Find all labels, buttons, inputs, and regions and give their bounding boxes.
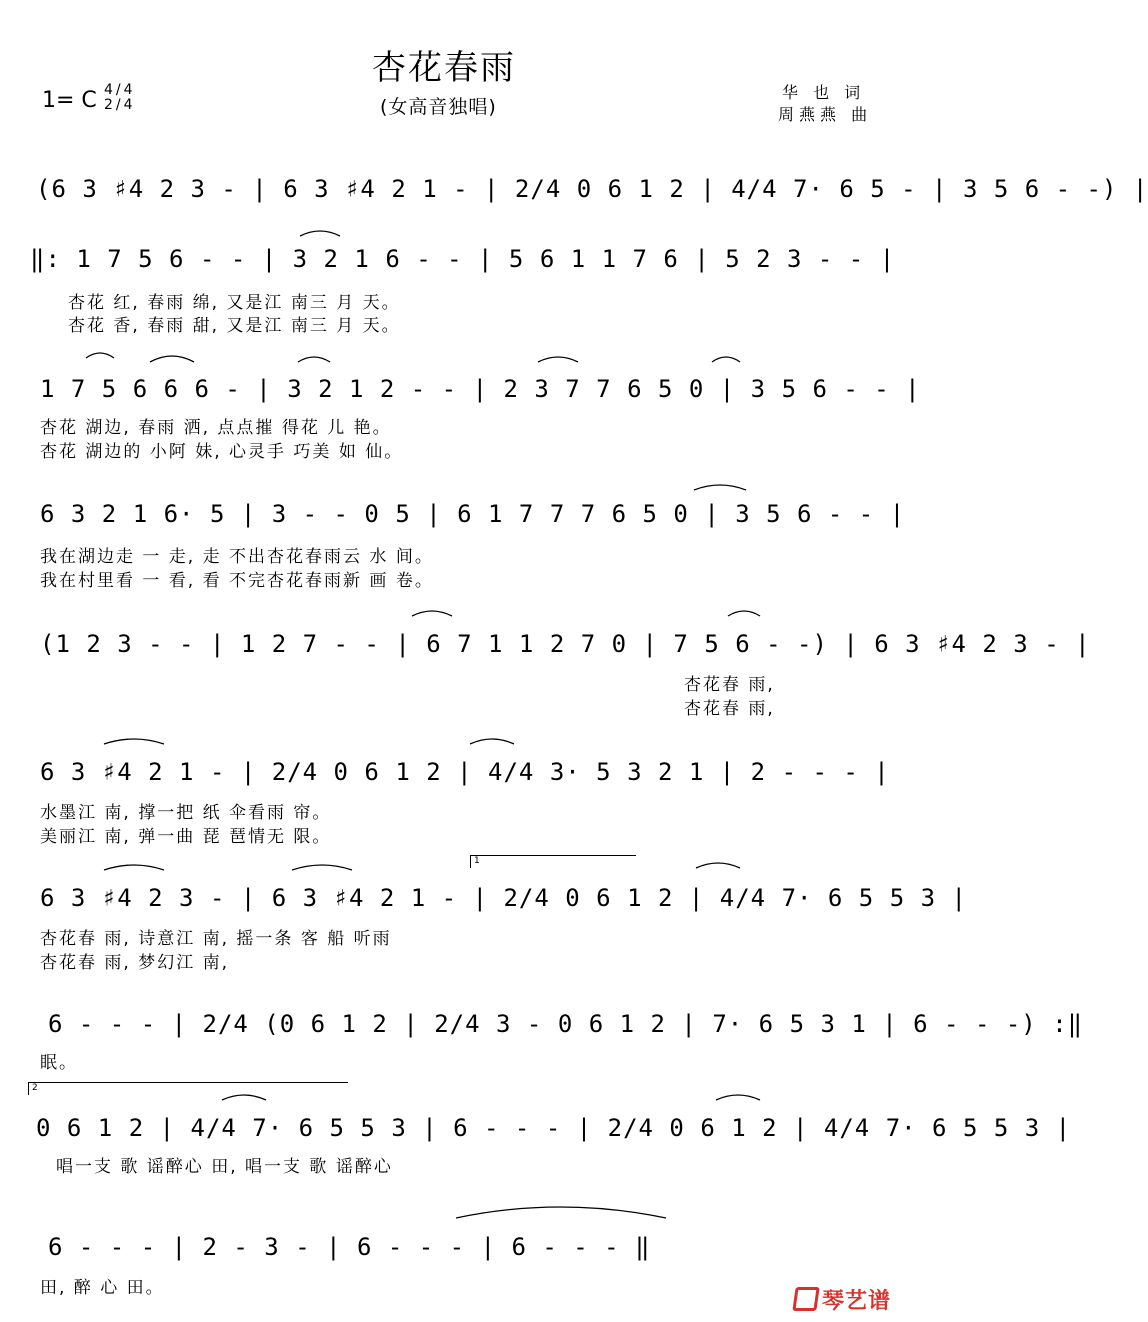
notation-row-5: (1 2 3 - - | 1 2 7 - - | 6 7 1 1 2 7 0 | 7 5 6 - -) | 6 3 ♯4 2 3 - | (40, 630, 1091, 658)
lyric-row-6-verse-1: 水墨江 南, 撑一把 纸 伞看雨 帘。 (40, 803, 332, 823)
slur-mark (104, 739, 164, 744)
notation-row-7: 6 3 ♯4 2 3 - | 6 3 ♯4 2 1 - | 2/4 0 6 1 2 | 4/4 7· 6 5 5 3 | (40, 884, 967, 912)
lyricist-credit: 华 也 词 (782, 83, 866, 102)
slur-mark (86, 353, 114, 358)
lyric-row-8-verse-1: 眠。 (40, 1053, 78, 1073)
lyric-row-2-verse-2: 杏花 香, 春雨 甜, 又是江 南三 月 天。 (68, 316, 401, 336)
slur-mark (292, 865, 352, 870)
slur-mark (716, 1095, 760, 1100)
slur-mark (456, 1207, 666, 1218)
notation-row-6: 6 3 ♯4 2 1 - | 2/4 0 6 1 2 | 4/4 3· 5 3 2 1 | 2 - - - | (40, 758, 890, 786)
lyric-row-7-verse-2: 杏花春 雨, 梦幻江 南, (40, 953, 230, 973)
lyric-row-4-verse-2: 我在村里看 一 看, 看 不完杏花春雨新 画 卷。 (40, 571, 434, 591)
song-title: 杏花春雨 (372, 48, 516, 88)
notation-row-9: 0 6 1 2 | 4/4 7· 6 5 5 3 | 6 - - - | 2/4 0 6 1 2 | 4/4 7· 6 5 5 3 | (36, 1114, 1072, 1142)
time-signature: 4/4 2/4 (104, 82, 136, 113)
lyric-row-10-verse-1: 田, 醉 心 田。 (40, 1278, 165, 1298)
notation-row-4: 6 3 2 1 6· 5 | 3 - - 0 5 | 6 1 7 7 7 6 5 0 | 3 5 6 - - | (40, 500, 906, 528)
composer-credit: 周燕燕 曲 (778, 105, 873, 124)
key-signature: 1= C (42, 88, 97, 113)
slur-mark (470, 739, 514, 744)
slur-mark (538, 357, 578, 362)
notation-row-10: 6 - - - | 2 - 3 - | 6 - - - | 6 - - - ‖ (48, 1233, 651, 1261)
notation-row-1: (6 3 ♯4 2 3 - | 6 3 ♯4 2 1 - | 2/4 0 6 1 2 | 4/4 7· 6 5 - | 3 5 6 - -) | (36, 175, 1148, 203)
song-subtitle: (女高音独唱) (380, 96, 497, 118)
volta-bracket-2: 2 (28, 1082, 348, 1095)
slur-mark (300, 231, 340, 236)
lyric-row-5-verse-1: 杏花春 雨, (684, 675, 775, 695)
slur-mark (222, 1095, 266, 1100)
lyric-row-4-verse-1: 我在湖边走 一 走, 走 不出杏花春雨云 水 间。 (40, 547, 434, 567)
lyric-row-3-verse-2: 杏花 湖边的 小阿 妹, 心灵手 巧美 如 仙。 (40, 442, 404, 462)
piano-logo-icon (792, 1287, 819, 1311)
lyric-row-2-verse-1: 杏花 红, 春雨 绵, 又是江 南三 月 天。 (68, 293, 401, 313)
lyric-row-3-verse-1: 杏花 湖边, 春雨 洒, 点点摧 得花 儿 艳。 (40, 418, 392, 438)
slur-mark (150, 356, 194, 362)
slur-mark (104, 865, 164, 870)
lyric-row-9-verse-1: 唱一支 歌 谣醉心 田, 唱一支 歌 谣醉心 (56, 1157, 393, 1177)
lyric-row-6-verse-2: 美丽江 南, 弹一曲 琵 琶情无 限。 (40, 827, 332, 847)
notation-row-8: 6 - - - | 2/4 (0 6 1 2 | 2/4 3 - 0 6 1 2 | 7· 6 5 3 1 | 6 - - -) :‖ (48, 1010, 1084, 1038)
lyric-row-7-verse-1: 杏花春 雨, 诗意江 南, 摇一条 客 船 听雨 (40, 929, 392, 949)
slur-mark (298, 357, 330, 362)
lyric-row-5-verse-2: 杏花春 雨, (684, 699, 775, 719)
slur-mark (728, 611, 760, 616)
slur-mark (412, 611, 452, 616)
notation-row-2: ‖: 1 7 5 6 - - | 3 2 1 6 - - | 5 6 1 1 7 6 | 5 2 3 - - | (30, 245, 896, 273)
notation-row-3: 1 7 5 6 6 6 - | 3 2 1 2 - - | 2 3 7 7 6 5 0 | 3 5 6 - - | (40, 375, 921, 403)
slur-mark (694, 485, 746, 490)
slur-mark (696, 863, 740, 868)
volta-bracket-1: 1 (470, 855, 636, 868)
slur-mark (712, 357, 740, 362)
watermark-logo: 琴艺谱 (794, 1284, 891, 1315)
